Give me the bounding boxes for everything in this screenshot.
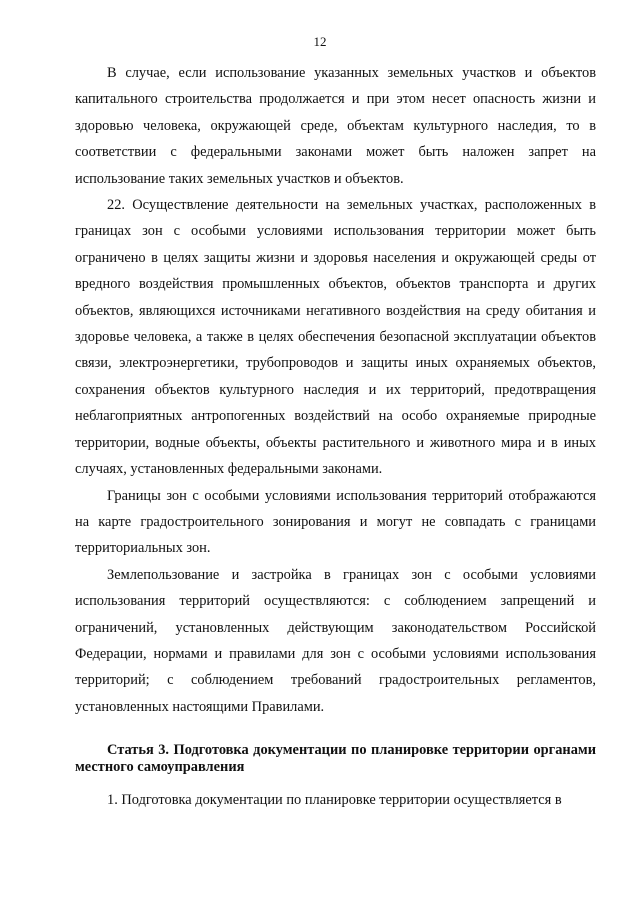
page-number: 12: [313, 34, 327, 49]
paragraph: В случае, если использование указанных земельных участков и объектов капитального строительства продолжается и при этом несет опасность жизни и здоровью человека, окружающей среде, объектам культурного наследия, то в соответствии с федеральными законами может быть наложен запрет на использование таких земельных участков и объектов.: [75, 65, 596, 187]
document-body: [75, 60, 596, 814]
paragraph: 1. Подготовка документации по планировке территории осуществляется в: [107, 792, 562, 809]
paragraph: 22. Осуществление деятельности на земельных участках, расположенных в границах зон с особыми условиями использования территории может быть ограничено в целях защиты жизни и здоровья населения и окружающей среды от вредного воздействия промышленных объектов, объектов транспорта и других объектов, являющихся источниками негативного воздействия на среду обитания и здоровье человека, а также в целях обеспечения безопасной эксплуатации объектов связи, электроэнергетики, трубопроводов и защиты иных охраняемых объектов, сохранения объектов культурного наследия и их территорий, предотвращения неблагоприятных антропогенных воздействий на особо охраняемые природные территории, водные объекты, объекты растительного и животного мира и в иных случаях, установленных федеральными законами.: [75, 197, 596, 478]
paragraph: Границы зон с особыми условиями использования территорий отображаются на карте градостроительного зонирования и могут не совпадать с границами территориальных зон.: [75, 487, 596, 557]
article-heading: Статья 3. Подготовка документации по планировке территории органами местного самоуправления: [75, 742, 596, 776]
paragraph: Землепользование и застройка в границах зон с особыми условиями использования территорий осуществляются: с соблюдением запрещений и ограничений, установленных действующим законодательством Российской Федерации, нормами и правилами для зон с особыми условиями использования территорий; с соблюдением требований градостроительных регламентов, установленных настоящими Правилами.: [75, 566, 596, 715]
